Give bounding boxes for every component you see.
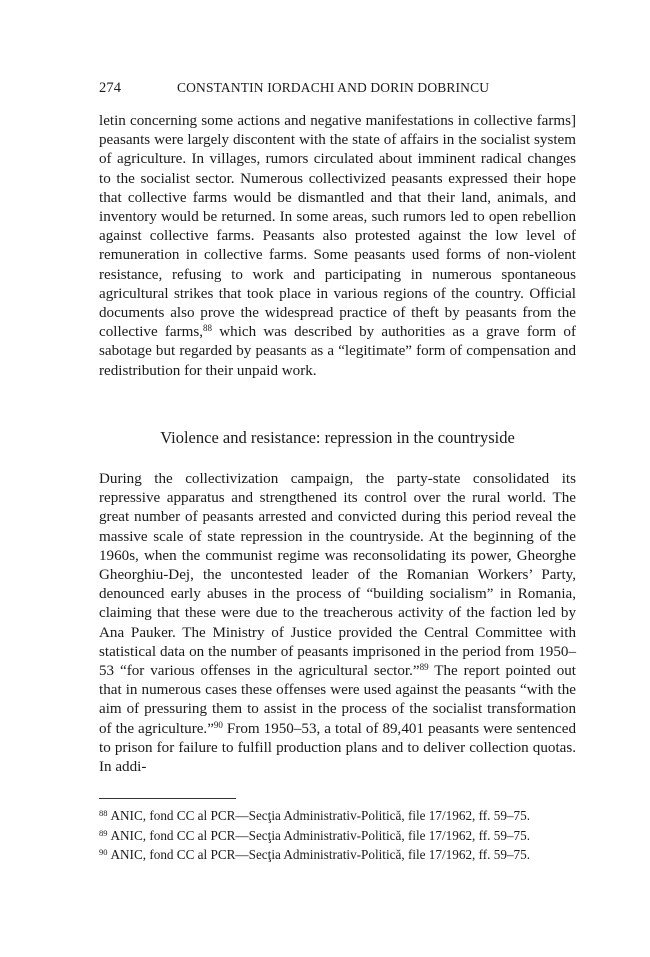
- footnote-text: ANIC, fond CC al PCR—Secţia Administrativ-Politică, file 17/1962, ff. 59–75.: [110, 808, 531, 823]
- footnote-number: 88: [99, 808, 108, 818]
- footnote-reference[interactable]: 89: [419, 662, 429, 673]
- footnotes: [99, 805, 576, 864]
- paragraph-text: which was described by authorities as a grave form of sabotage but regarded by peasants as a “legitimate” form of compensation and redistribution for their unpaid work.: [99, 324, 576, 379]
- footnote-divider: [99, 798, 236, 799]
- body-paragraph-1: [99, 112, 576, 381]
- running-head: CONSTANTIN IORDACHI AND DORIN DOBRINCU: [177, 80, 490, 95]
- footnote: [99, 805, 576, 825]
- page-header: [99, 80, 576, 102]
- footnote-number: 89: [99, 827, 108, 838]
- footnote-reference[interactable]: 90: [213, 719, 223, 730]
- footnote-text: ANIC, fond CC al PCR—Secţia Administrativ-Politică, file 17/1962, ff. 59–75.: [110, 847, 531, 862]
- footnote-text: ANIC, fond CC al PCR—Secţia Administrativ-Politică, file 17/1962, ff. 59–75.: [110, 827, 531, 843]
- footnote: [99, 844, 576, 864]
- footnote-reference[interactable]: 88: [203, 323, 213, 334]
- paragraph-text: From 1950–53, a total of 89,401 peasants were sentenced to prison for failure to fulfill production plans and to deliver collection quotas. In addi-: [99, 720, 576, 776]
- section-heading: Violence and resistance: repression in the countryside: [160, 428, 515, 447]
- paragraph-text: The report pointed out that in numerous cases these offenses were used against the peasants “with the aim of pressuring them to assist in the process of the socialist transformation of the agriculture.”: [99, 663, 576, 737]
- body-paragraph-2: [99, 470, 576, 777]
- page-number: 274: [99, 80, 122, 96]
- footnote: [99, 825, 576, 845]
- paragraph-text: letin concerning some actions and negative manifestations in collective farms] peasants were largely discontent with the state of affairs in the socialist system of agriculture. In villages, rumors circulated about imminent radical changes to the socialist sector. Numerous collectivized peasants expressed their hope that collective farms would be dismantled and that their land, animals, and inventory would be returned. In some areas, such rumors led to open rebellion against collective farms. Peasants also protested against the low level of remuneration in collective farms. Some peasants used forms of non-violent resistance, refusing to work and participating in numerous spontaneous agricultural strikes that took place in various regions of the country. Official documents also prove the widespread practice of theft by peasants from the collective farms,: [99, 113, 576, 341]
- paragraph-text: During the collectivization campaign, the party-state consolidated its repressive apparatus and strengthened its control over the rural world. The great number of peasants arrested and convicted during this period reveal the massive scale of state repression in the countryside. At the beginning of the 1960s, when the communist regime was reconsolidating its power, Gheorghe Gheorghiu-Dej, the uncontested leader of the Romanian Workers’ Party, denounced early abuses in the process of “building socialism” in Romania, claiming that these were due to the treacherous activity of the faction led by Ana Pauker. The Ministry of Justice provided the Central Committee with statistical data on the number of peasants imprisoned in the period from 1950–53 “for various offenses in the agricultural sector.”: [99, 471, 576, 680]
- footnote-number: 90: [99, 847, 108, 857]
